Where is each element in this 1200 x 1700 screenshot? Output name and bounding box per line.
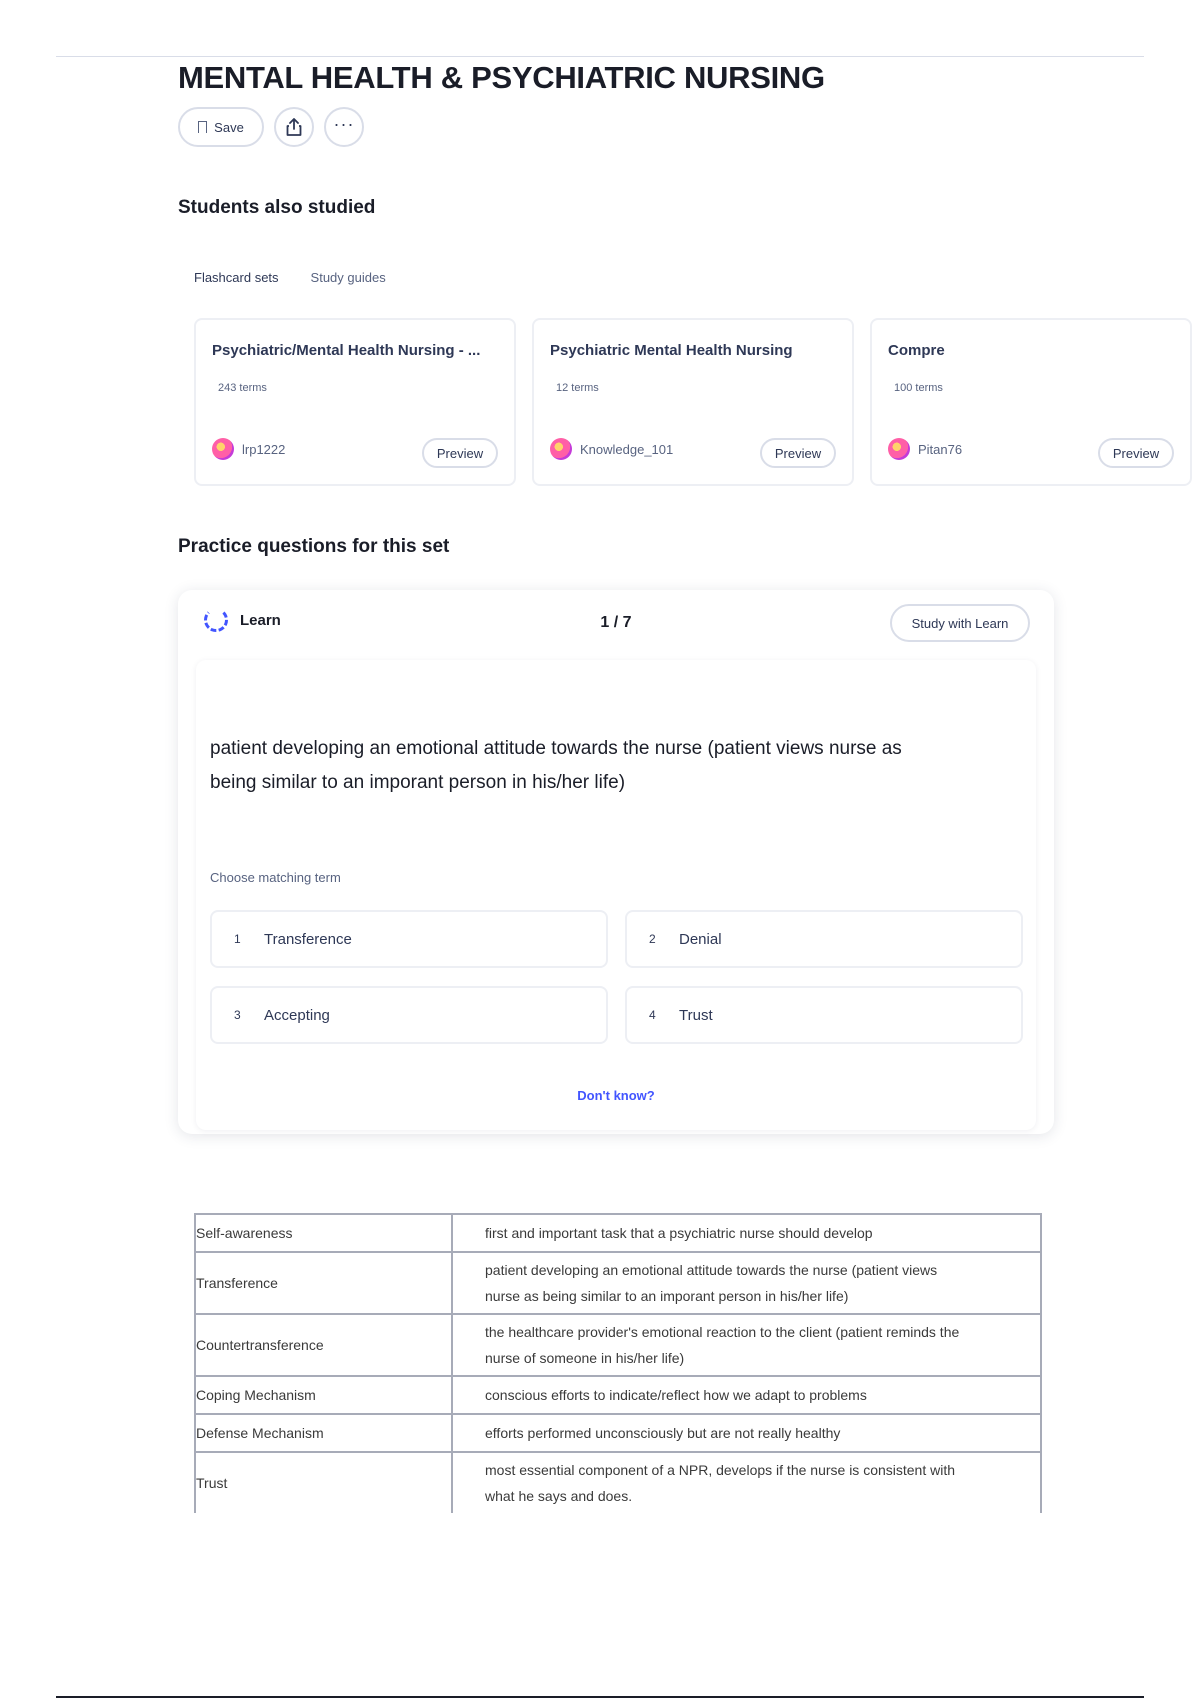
save-button[interactable] — [178, 107, 264, 147]
tab-flashcard-sets[interactable]: Flashcard sets — [194, 270, 279, 285]
option-label: Trust — [679, 1006, 713, 1024]
tab-study-guides[interactable]: Study guides — [310, 270, 386, 285]
question-panel — [196, 660, 1036, 1130]
answer-option[interactable] — [210, 986, 608, 1044]
table-row — [195, 1314, 1041, 1376]
term-cell: Self-awareness — [195, 1214, 452, 1252]
students-also-studied-heading: Students also studied — [178, 197, 376, 218]
question-progress: 1 / 7 — [600, 614, 632, 631]
related-set-card[interactable] — [532, 318, 854, 486]
preview-button[interactable]: Preview — [1098, 438, 1174, 468]
related-set-card[interactable] — [194, 318, 516, 486]
option-number: 2 — [649, 932, 656, 946]
study-with-learn-button[interactable]: Study with Learn — [890, 604, 1030, 642]
option-number: 3 — [234, 1008, 241, 1022]
top-divider — [56, 56, 1144, 57]
related-set-term-count: 12 terms — [556, 382, 599, 394]
bottom-divider — [56, 1696, 1144, 1698]
option-number: 1 — [234, 932, 241, 946]
preview-button[interactable]: Preview — [422, 438, 498, 468]
related-set-author[interactable] — [888, 438, 962, 460]
option-number: 4 — [649, 1008, 656, 1022]
answer-option[interactable] — [625, 910, 1023, 968]
table-row — [195, 1414, 1041, 1452]
related-set-author[interactable] — [550, 438, 673, 460]
set-actions — [178, 107, 364, 147]
definition-cell: conscious efforts to indicate/reflect how we adapt to problems — [452, 1376, 1041, 1414]
bookmark-icon — [198, 121, 207, 133]
avatar — [888, 438, 910, 460]
avatar — [212, 438, 234, 460]
share-button[interactable] — [274, 107, 314, 147]
related-set-term-count: 243 terms — [218, 382, 267, 394]
author-name: Knowledge_101 — [580, 441, 674, 457]
learn-practice-card — [178, 590, 1054, 1134]
definition-cell: the healthcare provider's emotional reaction to the client (patient reminds the nurse of someone in his/her life) — [452, 1314, 1041, 1376]
related-set-card[interactable] — [870, 318, 1192, 486]
preview-button[interactable]: Preview — [760, 438, 836, 468]
practice-questions-heading: Practice questions for this set — [178, 536, 450, 557]
table-row — [195, 1252, 1041, 1314]
more-icon: ··· — [333, 114, 355, 134]
term-cell: Defense Mechanism — [195, 1414, 452, 1452]
table-row — [195, 1376, 1041, 1414]
page-title: MENTAL HEALTH & PSYCHIATRIC NURSING — [178, 60, 825, 95]
term-cell: Trust — [195, 1452, 452, 1513]
table-row — [195, 1452, 1041, 1513]
related-set-term-count: 100 terms — [894, 382, 943, 394]
definition-cell: efforts performed unconsciously but are not really healthy — [452, 1414, 1041, 1452]
avatar — [550, 438, 572, 460]
save-button-label: Save — [214, 119, 244, 135]
learn-mode-header — [204, 608, 281, 632]
option-label: Denial — [679, 930, 722, 948]
answer-option[interactable] — [625, 986, 1023, 1044]
related-sets-carousel — [194, 318, 1160, 486]
definition-cell: patient developing an emotional attitude towards the nurse (patient views nurse as being similar to an imporant person in his/her life) — [452, 1252, 1041, 1314]
choose-matching-term-label: Choose matching term — [210, 870, 341, 885]
term-cell: Transference — [195, 1252, 452, 1314]
related-set-title: Psychiatric/Mental Health Nursing - ... — [212, 342, 481, 359]
related-set-title: Compre — [888, 342, 945, 359]
learn-mode-label: Learn — [240, 611, 281, 629]
author-name: lrp1222 — [242, 441, 286, 457]
dont-know-link[interactable]: Don't know? — [577, 1088, 655, 1103]
more-options-button[interactable] — [324, 107, 364, 147]
share-icon — [285, 117, 303, 137]
author-name: Pitan76 — [918, 441, 963, 457]
answer-option[interactable] — [210, 910, 608, 968]
related-set-title: Psychiatric Mental Health Nursing — [550, 342, 793, 359]
option-label: Transference — [264, 930, 352, 948]
table-row — [195, 1214, 1041, 1252]
definition-cell: most essential component of a NPR, develops if the nurse is consistent with what he says and does. — [452, 1452, 1041, 1513]
term-cell: Countertransference — [195, 1314, 452, 1376]
definition-cell: first and important task that a psychiatric nurse should develop — [452, 1214, 1041, 1252]
terms-table — [194, 1213, 1042, 1513]
study-type-tabs — [194, 270, 386, 285]
learn-icon — [204, 608, 228, 632]
term-cell: Coping Mechanism — [195, 1376, 452, 1414]
related-set-author[interactable] — [212, 438, 285, 460]
question-text: patient developing an emotional attitude towards the nurse (patient views nurse as being similar to an imporant person in his/her life) — [210, 738, 902, 793]
option-label: Accepting — [264, 1006, 330, 1024]
